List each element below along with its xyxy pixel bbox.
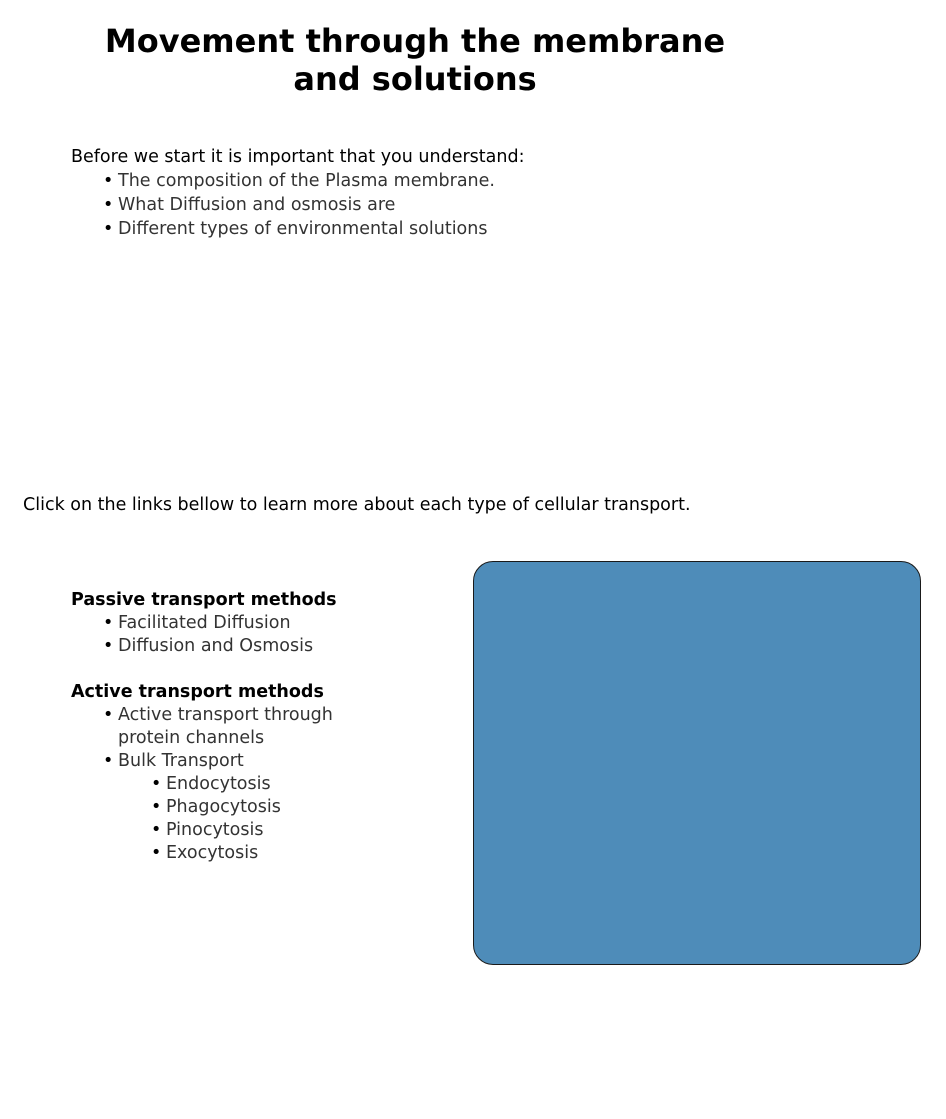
bulk-transport-sublist	[118, 773, 451, 865]
link-exocytosis[interactable]: • Exocytosis	[118, 842, 451, 865]
link-bulk-transport-label: Bulk Transport	[118, 751, 244, 771]
link-diffusion-and-osmosis[interactable]: • Diffusion and Osmosis	[71, 635, 451, 658]
link-active-transport-line-2: protein channels	[118, 728, 265, 748]
page-title-line-2: and solutions	[293, 60, 537, 98]
passive-transport-list	[71, 612, 451, 658]
link-facilitated-diffusion[interactable]: • Facilitated Diffusion	[71, 612, 451, 635]
link-active-transport-protein-channels[interactable]	[71, 704, 451, 750]
link-phagocytosis[interactable]: • Phagocytosis	[118, 796, 451, 819]
active-transport-heading: Active transport methods	[71, 682, 324, 702]
info-display-panel	[473, 561, 921, 965]
active-transport-list	[71, 704, 451, 865]
page-title	[70, 22, 760, 98]
prerequisites-section	[71, 146, 631, 241]
link-active-transport-line-1: Active transport through	[118, 705, 333, 725]
link-endocytosis[interactable]: • Endocytosis	[118, 773, 451, 796]
transport-methods-menu	[71, 589, 451, 865]
prerequisites-lead: Before we start it is important that you understand:	[71, 147, 525, 167]
link-bulk-transport[interactable]	[71, 750, 451, 865]
instruction-text: Click on the links bellow to learn more about each type of cellular transport.	[23, 495, 691, 515]
section-spacer	[71, 658, 451, 681]
passive-transport-heading: Passive transport methods	[71, 590, 337, 610]
prerequisite-item-diffusion-osmosis: • What Diffusion and osmosis are	[71, 193, 631, 217]
prerequisites-list	[71, 169, 631, 241]
page-title-line-1: Movement through the membrane	[104, 22, 726, 60]
prerequisite-item-solutions: • Different types of environmental solutions	[71, 217, 631, 241]
link-pinocytosis[interactable]: • Pinocytosis	[118, 819, 451, 842]
prerequisite-item-plasma-membrane: • The composition of the Plasma membrane.	[71, 169, 631, 193]
